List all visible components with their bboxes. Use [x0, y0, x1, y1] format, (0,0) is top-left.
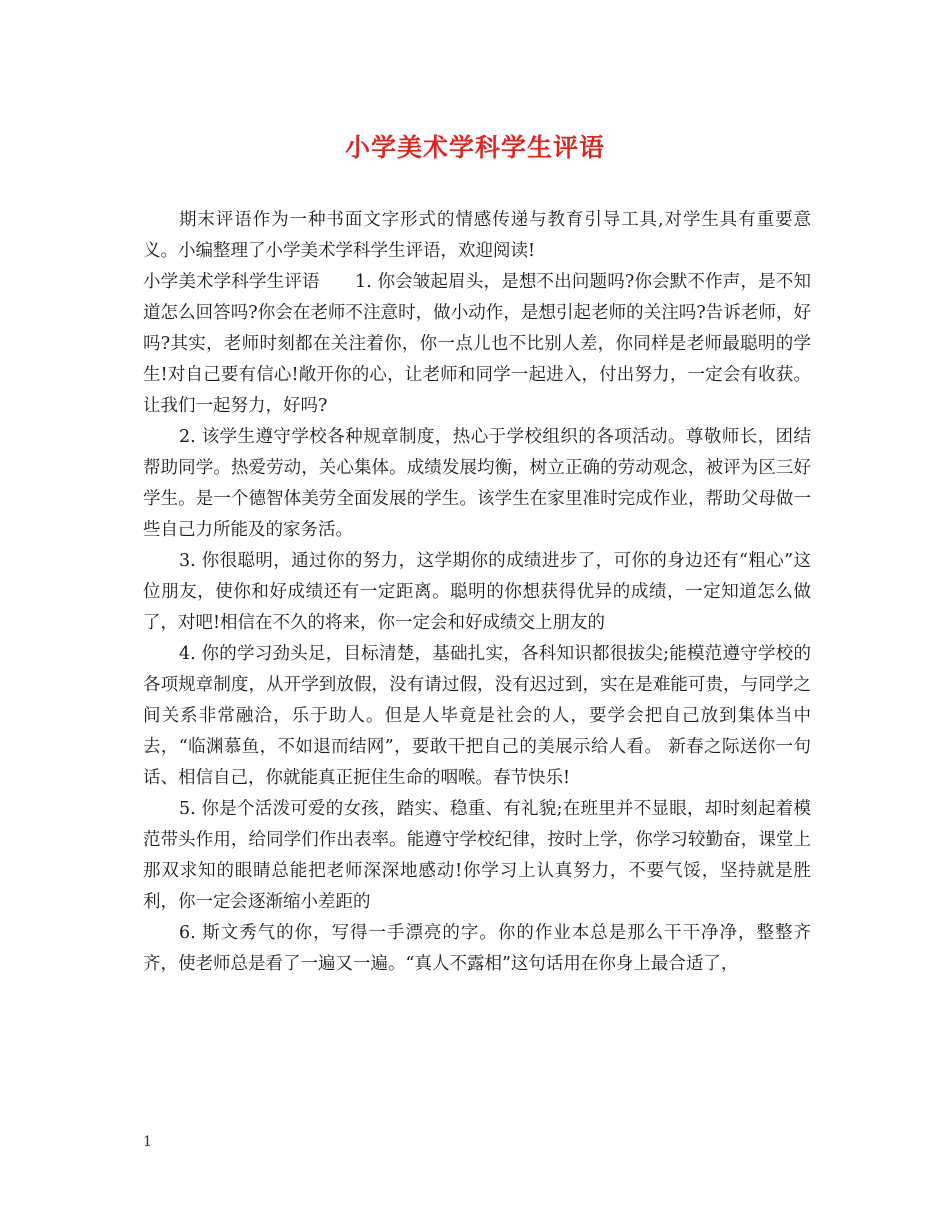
document-title: 小学美术学科学生评语	[344, 133, 605, 162]
document-body	[143, 205, 811, 980]
intro-paragraph: 期末评语作为一种书面文字形式的情感传递与教育引导工具,对学生具有重要意义。小编整理了小学美术学科学生评语，欢迎阅读!	[143, 210, 811, 261]
comment-paragraph-3: 3. 你很聪明，通过你的努力，这学期你的成绩进步了，可你的身边还有“粗心”这位朋友，使你和好成绩还有一定距离。聪明的你想获得优异的成绩，一定知道怎么做了，对吧!相信在不久的将来，你一定会和好成绩交上朋友的	[143, 551, 811, 633]
comment-paragraph-1: 小学美术学科学生评语 1. 你会皱起眉头，是想不出问题吗?你会默不作声，是不知道怎么回答吗?你会在老师不注意时，做小动作，是想引起老师的关注吗?告诉老师，好吗?其实，老师时刻都在关注着你，你一点儿也不比别人差，你同样是老师最聪明的学生!对自己要有信心!敞开你的心，让老师和同学一起进入，付出努力，一定会有收获。让我们一起努力，好吗?	[143, 272, 811, 416]
page-number: 1	[143, 1134, 152, 1150]
comment-paragraph-6: 6. 斯文秀气的你，写得一手漂亮的字。你的作业本总是那么干干净净，整整齐齐，使老师总是看了一遍又一遍。“真人不露相”这句话用在你身上最合适了，	[143, 923, 811, 974]
comment-paragraph-2: 2. 该学生遵守学校各种规章制度，热心于学校组织的各项活动。尊敬师长，团结帮助同学。热爱劳动，关心集体。成绩发展均衡，树立正确的劳动观念，被评为区三好学生。是一个德智体美劳全面发展的学生。该学生在家里准时完成作业，帮助父母做一些自己力所能及的家务活。	[143, 427, 811, 540]
comment-paragraph-5: 5. 你是个活泼可爱的女孩，踏实、稳重、有礼貌;在班里并不显眼，却时刻起着模范带头作用，给同学们作出表率。能遵守学校纪律，按时上学，你学习较勤奋，课堂上那双求知的眼睛总能把老师深深地感动!你学习上认真努力，不要气馁，坚持就是胜利，你一定会逐渐缩小差距的	[143, 799, 811, 912]
comment-paragraph-4: 4. 你的学习劲头足，目标清楚，基础扎实，各科知识都很拔尖;能模范遵守学校的各项规章制度，从开学到放假，没有请过假，没有迟过到，实在是难能可贵，与同学之间关系非常融洽，乐于助人。但是人毕竟是社会的人，要学会把自己放到集体当中去，“临渊慕鱼，不如退而结网”，要敢干把自己的美展示给人看。 新春之际送你一句话、相信自己，你就能真正扼住生命的咽喉。春节快乐!	[143, 644, 811, 788]
